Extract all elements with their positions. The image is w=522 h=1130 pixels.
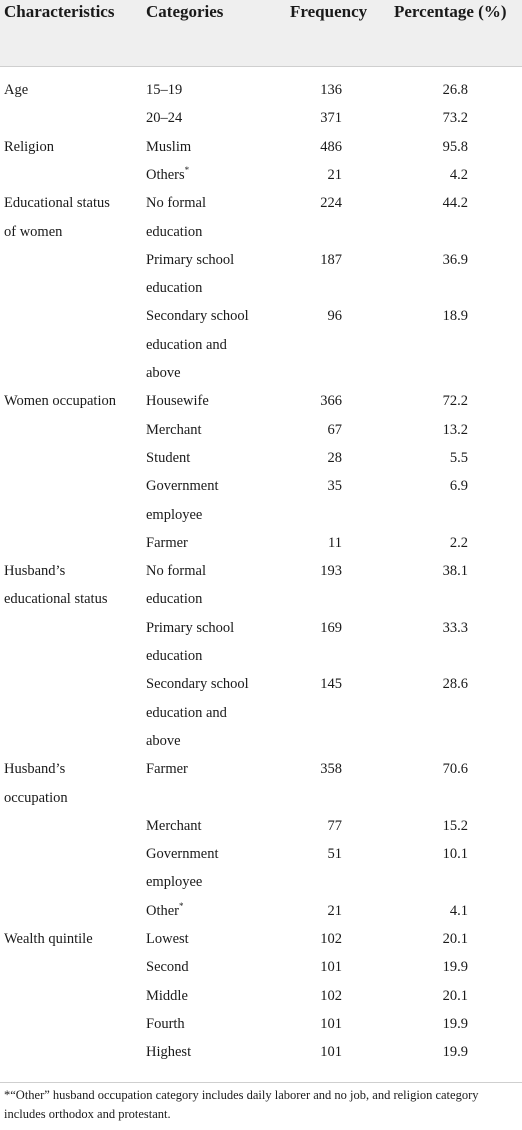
category-cell: No formal (146, 563, 206, 580)
frequency-cell: 136 (320, 82, 342, 98)
percentage-cell: 36.9 (442, 251, 468, 268)
percentage-cell: 28.6 (442, 676, 468, 693)
frequency-cell: 77 (327, 817, 342, 834)
characteristic-cell: Husband’s (4, 563, 66, 580)
category-cell: education and (146, 336, 227, 353)
frequency-cell: 21 (327, 902, 342, 919)
category-cell: education (146, 223, 203, 240)
characteristic-cell: Wealth quintile (4, 931, 93, 947)
frequency-cell: 169 (320, 619, 342, 636)
category-cell: Fourth (146, 1015, 185, 1032)
frequency-cell: 11 (328, 534, 342, 551)
category-cell: Student (146, 449, 191, 466)
characteristic-cell: Women occupation (4, 393, 116, 410)
category-cell: education and (146, 704, 227, 721)
category-cell: Secondary school (146, 676, 249, 693)
percentage-cell: 19.9 (442, 1015, 468, 1032)
percentage-cell: 20.1 (442, 931, 468, 947)
category-cell: Secondary school (146, 308, 249, 325)
category-cell: Highest (146, 1044, 192, 1061)
percentage-cell: 44.2 (442, 195, 468, 212)
percentage-cell: 72.2 (442, 393, 468, 410)
frequency-cell: 67 (327, 421, 342, 438)
percentage-cell: 38.1 (442, 563, 468, 580)
frequency-cell: 486 (320, 138, 342, 155)
percentage-cell: 95.8 (442, 138, 468, 155)
characteristic-cell: occupation (4, 789, 68, 806)
category-cell: Farmer (146, 534, 188, 551)
frequency-cell: 101 (320, 1044, 342, 1061)
category-cell: education (146, 648, 203, 664)
header-characteristics: Characteristics (4, 2, 115, 21)
characteristic-cell: Educational status (4, 195, 110, 212)
category-cell: Primary school (146, 619, 235, 636)
percentage-cell: 20.1 (442, 987, 468, 1004)
category-cell: employee (146, 874, 203, 891)
percentage-cell: 33.3 (442, 619, 468, 636)
percentage-cell: 13.2 (442, 421, 468, 438)
percentage-cell: 2.2 (449, 534, 468, 551)
category-cell: education (146, 591, 203, 608)
table-footnote: *“Other” husband occupation category includes daily laborer and no job, and religion category includes orthodox and protestant. (4, 1088, 479, 1121)
category-cell: Merchant (146, 817, 202, 834)
category-cell: Government (146, 478, 219, 495)
category-cell: No formal (146, 195, 206, 212)
frequency-cell: 371 (320, 110, 342, 127)
frequency-cell: 102 (320, 931, 342, 947)
characteristic-cell: Religion (4, 138, 54, 155)
category-cell: 15–19 (146, 82, 183, 98)
header-divider (0, 66, 522, 67)
frequency-cell: 21 (327, 166, 342, 183)
percentage-cell: 19.9 (442, 1044, 468, 1061)
category-cell: Lowest (146, 931, 189, 947)
category-cell: above (146, 365, 181, 381)
category-cell: Others* (146, 165, 190, 183)
frequency-cell: 101 (320, 1015, 342, 1032)
percentage-cell: 5.5 (449, 449, 468, 466)
frequency-cell: 145 (320, 676, 342, 693)
percentage-cell: 15.2 (442, 817, 468, 834)
frequency-cell: 358 (320, 761, 342, 778)
characteristic-cell: of women (4, 223, 63, 240)
category-cell: education (146, 280, 203, 297)
category-cell: Housewife (146, 393, 209, 410)
frequency-cell: 366 (320, 393, 342, 410)
percentage-cell: 4.1 (449, 902, 468, 919)
frequency-cell: 28 (327, 449, 342, 466)
percentage-cell: 19.9 (442, 959, 468, 976)
frequency-cell: 187 (320, 251, 342, 268)
frequency-cell: 51 (327, 846, 342, 863)
percentage-cell: 10.1 (442, 846, 468, 863)
header-frequency: Frequency (290, 2, 368, 21)
percentage-cell: 6.9 (449, 478, 468, 495)
category-cell: Primary school (146, 251, 235, 268)
category-cell: Second (146, 959, 189, 976)
percentage-cell: 70.6 (442, 761, 468, 778)
percentage-cell: 73.2 (442, 110, 468, 127)
category-cell: Muslim (146, 138, 192, 155)
table-header (0, 0, 522, 66)
percentage-cell: 26.8 (442, 82, 468, 98)
category-cell: Farmer (146, 761, 188, 778)
frequency-cell: 193 (320, 563, 342, 580)
category-cell: Government (146, 846, 219, 863)
percentage-cell: 18.9 (442, 308, 468, 325)
header-percentage: Percentage (%) (394, 2, 507, 21)
category-cell: Other* (146, 900, 184, 919)
header-categories: Categories (146, 2, 224, 21)
frequency-cell: 102 (320, 987, 342, 1004)
percentage-cell: 4.2 (449, 166, 468, 183)
category-cell: above (146, 732, 181, 749)
category-cell: 20–24 (146, 110, 183, 127)
category-cell: employee (146, 506, 203, 523)
characteristic-cell: Age (4, 82, 29, 98)
characteristic-cell: Husband’s (4, 761, 66, 778)
frequency-cell: 101 (320, 959, 342, 976)
footnote-divider (0, 1082, 522, 1083)
frequency-cell: 224 (320, 195, 342, 212)
frequency-cell: 96 (327, 308, 342, 325)
characteristic-cell: educational status (4, 591, 108, 608)
category-cell: Merchant (146, 421, 202, 438)
category-cell: Middle (146, 987, 188, 1004)
frequency-cell: 35 (327, 478, 342, 495)
